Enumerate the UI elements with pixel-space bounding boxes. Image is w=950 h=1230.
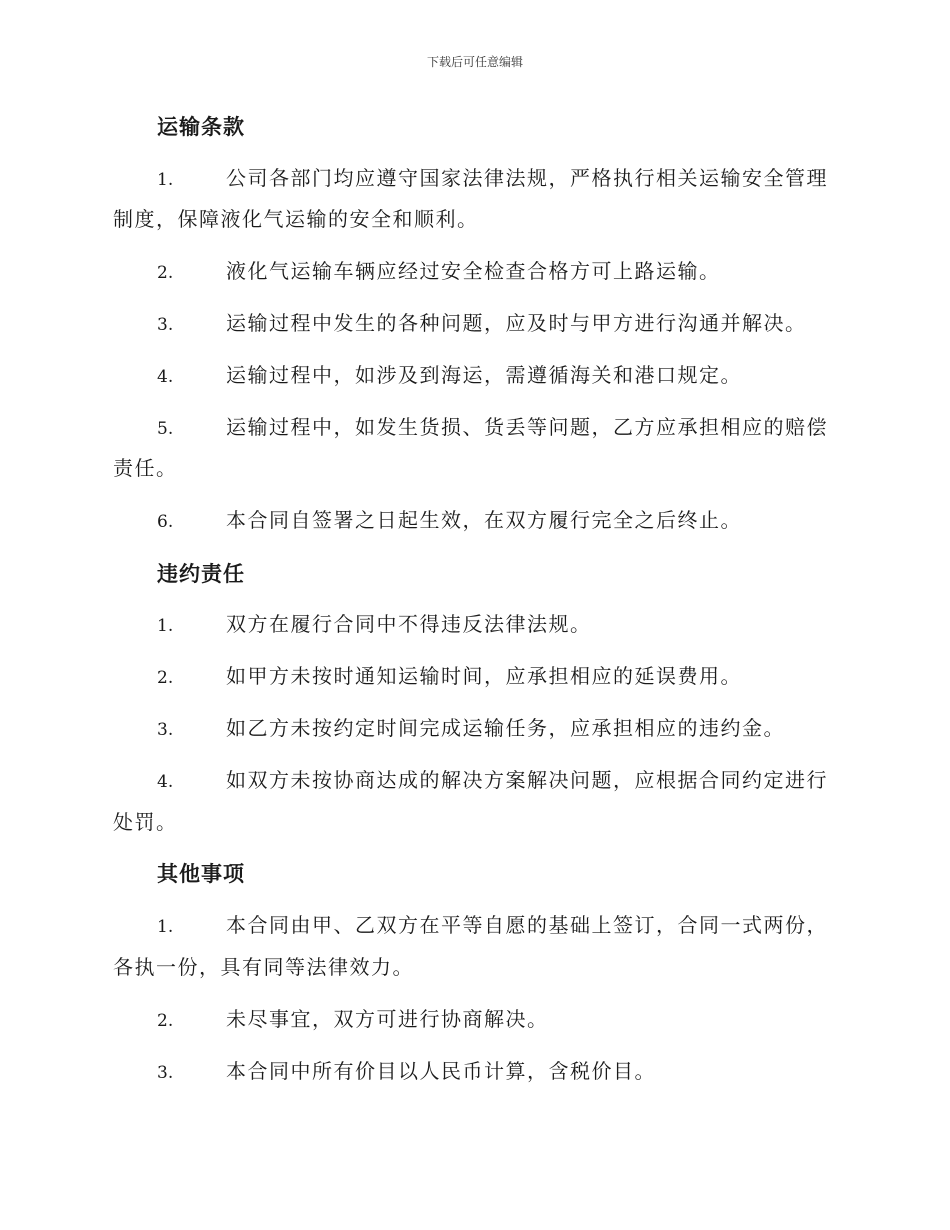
list-item-number: 5. — [157, 419, 174, 439]
list-item-number: 1. — [157, 170, 174, 190]
section-heading-other-matters: 其他事项 — [157, 861, 245, 886]
list-item-number: 2. — [157, 263, 174, 283]
section-heading-breach-liability: 违约责任 — [157, 561, 245, 586]
list-item-number: 6. — [157, 512, 174, 532]
list-item-text: 双方在履行合同中不得违反法律法规。 — [226, 612, 592, 636]
list-item-text-continued: 处罚。 — [113, 810, 178, 834]
list-item-text: 如乙方未按约定时间完成运输任务，应承担相应的违约金。 — [226, 716, 785, 740]
list-item-text: 公司各部门均应遵守国家法律法规，严格执行相关运输安全管理 — [226, 166, 828, 190]
list-item-number: 4. — [157, 772, 174, 792]
list-item-text: 如双方未按协商达成的解决方案解决问题，应根据合同约定进行 — [226, 768, 828, 792]
list-item-text: 液化气运输车辆应经过安全检查合格方可上路运输。 — [226, 259, 721, 283]
list-item-number: 3. — [157, 720, 174, 740]
list-item-text-continued: 责任。 — [113, 456, 178, 480]
list-item-text-continued: 制度，保障液化气运输的安全和顺利。 — [113, 207, 479, 231]
list-item-text: 运输过程中，如涉及到海运，需遵循海关和港口规定。 — [226, 363, 742, 387]
list-item-number: 2. — [157, 668, 174, 688]
list-item-text: 运输过程中，如发生货损、货丢等问题，乙方应承担相应的赔偿 — [226, 415, 828, 439]
list-item-text: 本合同由甲、乙双方在平等自愿的基础上签订，合同一式两份， — [226, 913, 828, 937]
list-item-number: 1. — [157, 917, 174, 937]
list-item-number: 2. — [157, 1011, 174, 1031]
list-item-number: 3. — [157, 315, 174, 335]
list-item-number: 3. — [157, 1063, 174, 1083]
list-item-number: 1. — [157, 616, 174, 636]
page-header: 下载后可任意编辑 — [426, 55, 523, 69]
list-item-text: 未尽事宜，双方可进行协商解决。 — [226, 1007, 549, 1031]
section-heading-transport-terms: 运输条款 — [157, 114, 245, 139]
list-item-text-continued: 各执一份，具有同等法律效力。 — [113, 955, 414, 979]
list-item-text: 本合同中所有价目以人民币计算，含税价目。 — [226, 1059, 656, 1083]
list-item-text: 如甲方未按时通知运输时间，应承担相应的延误费用。 — [226, 664, 742, 688]
list-item-text: 运输过程中发生的各种问题，应及时与甲方进行沟通并解决。 — [226, 311, 807, 335]
list-item-number: 4. — [157, 367, 174, 387]
list-item-text: 本合同自签署之日起生效，在双方履行完全之后终止。 — [226, 508, 742, 532]
